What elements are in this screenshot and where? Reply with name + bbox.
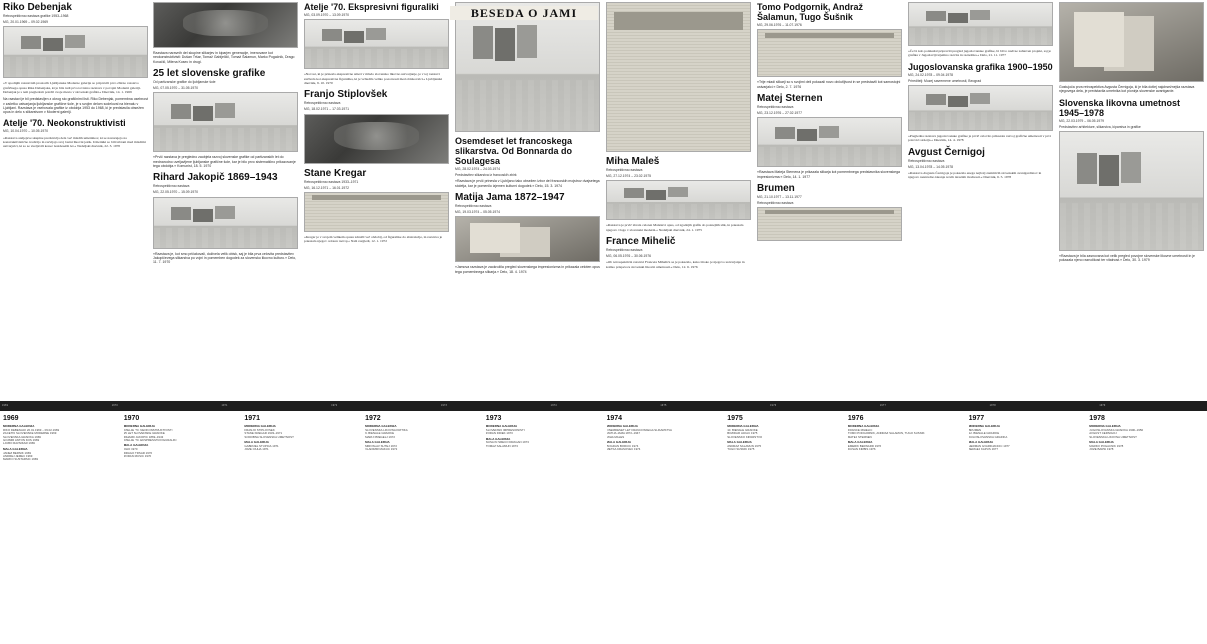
ruler-year-label: 1972 [331,404,338,407]
exhibition-meta: Predstavitev arhitekture, slikarstva, kiparstva in grafike [1059,124,1141,129]
exhibition-meta: MG, 22.05.1970 – 15.09.1970 [153,190,199,195]
timeline-exhibition: GABRIJEL STUPICA 1971 [244,444,279,448]
exhibition-meta: MG, 23.12.1976 – 27.02.1977 [757,111,803,115]
timeline-ruler [0,401,1207,411]
timeline-gallery-name: MALA GALERIJA [727,440,752,445]
exhibition-meta: Retrospektivna razstava [908,158,945,163]
timeline-exhibition: GOJMIR ANTON KOS 1969 [3,439,40,443]
exhibition-photo [304,192,449,232]
exhibition-entry [1059,2,1204,94]
exhibition-entry [153,172,298,264]
timeline-exhibition: ANDREJ JEMEC 1969 [3,455,33,459]
exhibition-meta: Retrospektivna razstava [757,201,794,205]
timeline-year-column [969,414,1084,642]
exhibition-title: Osemdeset let francoskega slikarstva. Od Bonnarda do Soulagesa [455,136,573,166]
exhibition-title: Slovenska likovna umetnost 1945–1978 [1059,97,1181,118]
exhibition-quote: »Razstava je prvič prinesla v Ljubljano tako obsežen izbor del francoskih mojstrov dvajsetega stoletja, kar je pomenilo izjemen kulturni dogodek.« Delo, 15. 3. 1974 [455,179,600,188]
exhibition-entry [304,2,449,85]
timeline-exhibition: TUGO ŠUŠNIK 1975 [727,448,755,452]
exhibition-column [757,2,902,398]
exhibition-photo [1059,131,1204,251]
exhibition-title: 25 let slovenske grafike [153,67,266,79]
exhibition-title: Brumen [757,182,795,194]
timeline-year: 1973 [485,415,502,422]
timeline-year-column [3,414,118,642]
exhibition-entry [908,2,1053,58]
exhibition-photo [3,26,148,78]
exhibition-column [153,2,298,398]
ruler-year-label: 1977 [879,404,886,407]
exhibition-quote: »Novost, ki je prinesla ekspresivne smeri v mlado slovensko likovno ustvarjanje, je v tej razstavi zaživela kot ekspresivna figuralika, ki je vzbudila veliko pozornosti med obiskovalci.« Ljubljanski dnevnik, 9. 10. 1970 [304,72,443,85]
exhibition-photo [153,197,298,249]
exhibition-entry [304,89,449,163]
exhibition-description: »Razstava je bila zasnovana kot velik pregled povojne slovenske likovne umetnosti in je pokazala njeno raznolikost ter vitalnost.« Delo, 30. 3. 1979 [1059,254,1195,263]
exhibition-meta: MG, 24.02.1978 – 09.04.1978 [908,72,954,77]
exhibition-title: Avgust Černigoj [908,146,985,158]
timeline-exhibition: ZORAN DIDEK 1973 [485,432,513,436]
timeline-gallery-name: MALA GALERIJA [244,440,269,445]
timeline-exhibition: 25 LET SLOVENSKE GRAFIKE [123,432,165,436]
exhibition-photo [908,2,1053,46]
timeline-gallery-name: MODERNA GALERIJA [123,424,156,428]
timeline-exhibition: ATELJE '70. EKSPRESIVNI FIGURALIKI [123,439,177,443]
exhibition-meta: Retrospektivna razstava [606,168,643,172]
exhibition-quote: »Jamova razstava je zaokrožila pregled slovenskega impresionizma in prikazala celoten opus tega pomembnega slikarja.« Delo, 18. 4. 1974 [455,265,600,274]
timeline-gallery-name: MALA GALERIJA [847,440,873,445]
exhibition-entry [757,93,902,179]
newspaper-masthead: BESEDA O JAMI [450,6,598,20]
timeline-exhibition: SLOVENSKA LIKOVNA KRITIKA [365,428,408,432]
timeline-exhibition: JUGOSLOVANSKA GRAFIKA 1900–1950 [1089,428,1144,432]
exhibition-timeline [0,412,1207,644]
exhibition-photo [757,207,902,241]
exhibition-meta: MG, 06.05.1976 – 30.06.1976 [606,254,652,259]
exhibition-photo [757,29,902,77]
exhibition-meta: Retrospektivna razstava 1933–1971 [304,179,359,184]
timeline-gallery-name: MALA GALERIJA [1089,440,1114,445]
exhibition-title: Riko Debenjak [3,2,72,13]
timeline-gallery-name: MALA GALERIJA [123,443,149,448]
exhibition-photo [304,19,449,69]
ruler-year-label: 1976 [770,404,777,407]
timeline-exhibition: 10. BIENALE GRAFIKE [727,428,758,432]
exhibition-title: Rihard Jakopič 1869–1943 [153,172,278,184]
timeline-exhibition: SODOBNA SLOVENSKA UMETNOST [244,435,294,439]
exhibition-meta: MG, 21.10.1977 – 13.11.1977 [757,194,802,199]
ruler-year-label: 1975 [660,404,667,407]
exhibition-entry [606,236,751,269]
exhibition-meta: MG, 16.12.1971 – 16.01.1972 [304,185,350,190]
timeline-exhibition: AVGUST ČERNIGOJ [1089,432,1117,436]
exhibition-photo [153,92,298,152]
timeline-exhibition: ATELJE '70. NEOKONSTRUKTIVISTI [123,428,173,432]
timeline-year: 1970 [123,415,140,422]
timeline-exhibition: LJUBO RAVNIKAR 1969 [3,442,35,446]
exhibition-quote: »Ob retrospektivni razstavi Franceta Miheliča se je pokazalo, kako široko je njegovo ustvarjanje in koliko prispeva k slovenski likovni umetnosti.« Delo, 12. 6. 1976 [606,260,745,269]
exhibition-meta: Retrospektivna razstava [455,204,492,208]
exhibition-photo [757,117,902,167]
exhibition-column [3,2,148,398]
timeline-exhibition: VLADIMIR MAKUC 1972 [365,448,398,452]
exhibition-quote: Razstava naravnih del skupine slikarjev in kiparjev generacije, imenovane kot neokonstruktivisti: Dušan Tršar, Tomaž Gabijelčič, Tomaž Šalamun, Marko Pogačnik, Drago Kovačič, Milena Kosec in drugi. [153,51,295,64]
exhibition-entry [153,2,298,64]
exhibition-entry [304,168,449,244]
timeline-exhibition: TOMO PODGORNIK, ANDRAŽ ŠALAMUN, TUGO ŠUŠNIK [847,432,925,436]
timeline-year: 1974 [606,415,623,422]
timeline-exhibition: SLOVENSKO KIPARSTVO [727,435,763,439]
exhibition-title: Atelje '70. Ekspresivni figuraliki [304,2,439,12]
exhibition-meta: MG, 10.04.1970 – 10.05.1970 [3,129,49,134]
exhibition-description: »Prvič razstava je pregledno zaobjela razvoj slovenske grafike od partizanskih let do mednarodno uveljavljene ljubljanske grafične šole, kar je bilo prvo sistematično prikazovanje tega obdobja.« Komunist, 18. 5. 1970 [153,155,296,168]
exhibition-photo [153,2,298,48]
ruler-year-label: 1971 [221,404,228,407]
exhibition-entry [1059,98,1204,263]
timeline-gallery-name: MODERNA GALERIJA [847,424,880,428]
ruler-year-label: 1979 [1099,404,1106,407]
exhibition-meta: MG, 07.05.1970 – 31.05.1970 [153,86,199,91]
timeline-gallery-name: MODERNA GALERIJA [365,424,397,428]
timeline-year-column [848,414,963,642]
exhibition-title: Atelje '70. Neokonstruktivisti [3,118,126,129]
timeline-exhibition: MIROSLAV ŠUTEJ 1972 [365,444,398,448]
exhibition-entry [908,147,1053,180]
timeline-exhibition: EMERIK BERNARD 1976 [847,444,882,448]
exhibition-meta: Retrospektivna razstava [757,104,794,109]
exhibition-column [455,2,600,398]
timeline-exhibition: ANDRAŽ ŠALAMUN 1975 [727,444,762,448]
exhibition-quote: »Razstava Avgusta Černigoja je pokazala enega najbolj zanimivih slovenskih avantgardistov in njegovo neutrudno iskanje novih izraznih možnosti.« Dnevnik, 6. 5. 1978 [908,171,1042,180]
timeline-exhibition: HERMAN GVARDJANČIČ 1977 [968,444,1010,448]
timeline-exhibition: JANEZ BERNIK 1969 [3,451,31,455]
timeline-gallery-name: MALA GALERIJA [606,440,632,445]
timeline-gallery-name: MODERNA GALERIJA [1089,424,1121,428]
timeline-exhibition: SLOVENSKA LIKOVNA UMETNOST [1089,435,1137,439]
timeline-year: 1977 [968,415,985,422]
timeline-exhibition: DUŠAN KIRBIŠ 1976 [847,448,876,452]
exhibition-quote: »Če bi kdo poizkušal pripraviti pregled jugoslovanske grafike, bi bil to nadvse zahteven projekt, saj je grafika v Jugoslaviji izjemno razvita in raznolika.« Delo, 21. 11. 1977 [908,49,1051,58]
exhibition-entry [455,2,600,132]
timeline-exhibition: FRANJO STIPLOVŠEK [244,428,275,432]
timeline-exhibition: RIKO DEBENJAK 20.01.1969 – 09.02.1969 [3,428,60,432]
timeline-gallery-name: MALA GALERIJA [365,440,390,445]
timeline-gallery-name: MALA GALERIJA [968,440,994,445]
timeline-year: 1975 [727,415,743,422]
exhibition-photo [455,2,600,132]
exhibition-photo [606,180,751,220]
timeline-year: 1976 [847,415,864,422]
exhibition-column [606,2,751,398]
timeline-exhibition: ZAČETKI SLOVENSKE MODERNE 1969 [3,432,57,436]
exhibition-entry [908,62,1053,143]
exhibition-entry [153,68,298,168]
exhibition-meta: Retrospektivna razstava [153,184,190,189]
timeline-exhibition: STANE KREGAR 1933–1971 [244,432,283,436]
timeline-exhibition: JUGOSLOVANSKA GRAFIKA [968,435,1008,439]
exhibition-column [1059,2,1204,398]
exhibition-meta: MG, 22.03.1979 – 06.05.1979 [1059,118,1105,123]
timeline-exhibition: SLOVENSKA GRAFIKA 1969 [3,435,41,439]
ruler-year-label: 1970 [111,404,118,407]
exhibition-title: Jugoslovanska grafika 1900–1950 [908,61,1053,72]
timeline-exhibition: MARIJ PREGELJ 1972 [365,435,395,439]
timeline-exhibition: MATIJA JAMA 1872–1947 [606,432,641,436]
exhibition-meta: MG, 28.02.1974 – 24.03.1974 [455,167,501,171]
exhibition-description: »Razstava je, kot smo pričakovali, doživela velik obisk, saj je bila prva celovita predstavitev Jakopičevega slikarstva po vojni in pomemben dogodek za slovensko likovno kulturo.« Delo, 11. 7. 1970 [153,251,297,265]
timeline-year: 1971 [244,415,260,422]
exhibition-title: Stane Kregar [304,167,367,179]
exhibition-quote: »Razstava ateljejeve skupine predstavlja dela več mladih umetnikov, ki se navezujejo na konstruktivistično tradicijo in razvijajo svoj lastni likovni jezik. Umetniki so bili izbrani med mladimi ustvarjalci, ki so se uveljavili konec šestdesetih let.« Nedeljski dnevnik, 22. 3. 1970 [3,135,146,149]
exhibition-title: Tomo Podgornik, Andraž Šalamun, Tugo Šušnik [757,2,863,22]
exhibition-meta: MG, 13.04.1978 – 14.05.1978 [908,164,954,169]
timeline-year: 1978 [1089,415,1105,422]
exhibition-entry [606,156,751,232]
timeline-gallery-name: MODERNA GALERIJA [3,424,35,428]
exhibition-quote: »V spodnjih razstavnih prostorih Ljubljanske Moderne galerije so pripravili prvo zbirno razstavo grafičnega opusa Rika Debenjaka, ki je bila tudi prva tovrstna razstava v povojni Moderni galeriji. Debenjak je s tem pregledom potrdil svoje mesto v slovenski grafiki.« Dnevnik, 14. 1. 1969 [3,81,141,94]
timeline-exhibition: BOŽIDAR JAKAC 1975 [727,432,758,436]
timeline-exhibition: MARKO POGAČNIK 1978 [1089,444,1124,448]
exhibition-meta: Prireditelj: Muzej savremene umetnosti, Beograd [908,78,982,83]
exhibition-meta: MG, 18.02.1971 – 17.03.1971 [304,107,350,112]
timeline-exhibition: SLOVENSKI IMPRESIONISTI [485,428,525,432]
timeline-exhibition: MIHA MALEŠ [606,435,625,439]
exhibition-meta: MG, 20.01.1969 – 09.02.1969 [3,20,49,25]
exhibition-entry [757,183,902,241]
timeline-exhibition: METKA KRAŠOVEC 1974 [606,448,641,452]
timeline-exhibition: 9. BIENALE GRAFIKE [365,432,395,436]
timeline-exhibition: RIHARD JAKOPIČ 1869–1943 [123,435,164,439]
timeline-exhibition: BRUMEN [968,428,982,432]
timeline-exhibition: OSEMDESET LET FRANCOSKEGA SLIKARSTVA [606,428,672,432]
exhibition-quote: Gostujoča prva retrospektiva Avgusta Černigoja, ki je bila dotlej najobsežnejša razstava njegovega dela, je predstavila umetnika kot pionirja slovenske avantgarde. [1059,85,1195,94]
exhibition-entry [3,118,148,148]
exhibition-meta: MG, 19.03.1974 – 05.05.1974 [455,210,501,215]
exhibition-entry [757,2,902,89]
timeline-gallery-name: MALA GALERIJA [3,446,28,451]
timeline-exhibition: NUŠA IN SREČO DRAGAN 1973 [485,441,529,445]
exhibition-meta: Retrospektivna razstava [606,248,643,252]
timeline-exhibition: OHO 1970 [123,448,138,452]
exhibition-column [304,2,449,398]
timeline-year-column [727,414,842,642]
timeline-exhibition: JOŽE CIUHA 1971 [244,448,269,452]
exhibition-quote: »Trije mladi slikarji so s svojimi deli pokazali novo občutljivost in se predstavili kot samostojni ustvarjalci.« Delo, 2. 7. 1976 [757,80,901,89]
exhibition-quote: »Razstava je prvič zbrala celoten Maleševi opus, od zgodnjih grafik do poznejših slik, in pokazala njegovo vlogo v slovenski moderni.« Nedeljski dnevnik, 24. 1. 1975 [606,223,744,232]
exhibition-entry [455,192,600,274]
timeline-exhibition: FRANCE MIHELIČ [847,428,873,432]
exhibition-photo [606,2,751,152]
exhibition-entry [3,2,148,114]
timeline-exhibition: TOMAŽ ŠALAMUN 1973 [485,444,518,448]
exhibition-meta: MG, 27.12.1974 – 23.02.1975 [606,174,652,179]
timeline-year-column [365,414,480,642]
exhibition-description: Na razstavi je bil predstavljen z okrog sto grafičnimi listi. Riko Debenjak, pomembna osebnost v začetku ustvarjanja ljubljanske grafične šole, je s svojim delom sodeloval na bienalu v Ljubljani. Razstava je vsebovala grafike iz obdobja 1953 do 1968, ki je predstavila obsežen opus in delo s slikarstvom v Moderni galeriji. [3,97,148,115]
exhibition-photo [908,85,1053,131]
exhibition-column [908,2,1053,398]
timeline-gallery-name: MODERNA GALERIJA [485,424,518,428]
exhibition-photo [304,114,449,164]
exhibition-title: Miha Maleš [606,156,660,167]
timeline-gallery-name: MODERNA GALERIJA [968,424,1000,428]
timeline-exhibition: SERGEJ KAPUS 1977 [968,448,998,452]
exhibition-title: Matej Sternen [757,92,823,104]
exhibition-title: France Mihelič [606,236,676,247]
timeline-year-column [124,414,239,642]
timeline-year-column [607,414,722,642]
timeline-gallery-name: MODERNA GALERIJA [244,424,276,428]
exhibition-meta: MG, 29.06.1976 – 11.07.1976 [757,23,802,27]
timeline-year: 1972 [365,415,381,422]
exhibition-meta: Od partizanske grafike do ljubljanske šole [153,79,216,84]
exhibition-photo [455,216,600,262]
exhibition-description: »Razstava Mateja Sternena je prikazala slikarja kot pomembnega predstavnika slovenskega impresionizma.« Delo, 14. 1. 1977 [757,170,900,179]
timeline-exhibition: MARKO ŠUŠTARŠIČ 1969 [3,458,38,462]
exhibition-quote: »Pregledna razstava jugoslovanske grafike je prvič celovito prikazala razvoj grafične umetnosti v prvi polovici stoletja.« Dnevnik, 14. 4. 1978 [908,134,1051,143]
timeline-exhibition: ZORAN MUŠIČ 1970 [123,455,152,459]
timeline-exhibition: BOGDAN BORČIĆ 1974 [606,444,639,448]
timeline-exhibition: DRAGO TRŠAR 1970 [123,451,153,455]
timeline-gallery-name: MODERNA GALERIJA [727,424,759,428]
timeline-exhibition: 12. BIENALE GRAFIKE [968,432,1000,436]
exhibition-meta: MG, 03.09.1970 – 13.09.1970 [304,13,350,17]
timeline-exhibition: JOŽE BARSI 1978 [1089,448,1114,452]
exhibition-meta: Retrospektivna razstava [304,101,341,106]
timeline-gallery-name: MODERNA GALERIJA [606,424,638,428]
exhibition-title: Franjo Stiplovšek [304,89,388,101]
ruler-year-label: 1978 [989,404,996,407]
timeline-year: 1969 [3,415,19,422]
timeline-year-column [244,414,359,642]
exhibition-entry [455,136,600,188]
timeline-gallery-name: MALA GALERIJA [485,436,511,441]
timeline-year-column [1089,414,1204,642]
exhibition-meta: Retrospektivna razstava grafike 1953–1968 [3,14,69,18]
ruler-year-label: 1974 [550,404,557,407]
ruler-year-label: 1969 [2,404,9,407]
exhibition-entry [606,2,751,152]
timeline-year-column [486,414,601,642]
timeline-exhibition: MATEJ STERNEN [847,435,872,439]
exhibition-meta: Predstavitev slikarstva iz francoskih zbirk [455,173,517,178]
exhibition-title: Matija Jama 1872–1947 [455,192,565,203]
exhibition-photo [1059,2,1204,82]
exhibition-quote: »Kregar je v svojem velikem opusu združil več obdobij, od figuralike do abstrakcije, in razstava je pokazala njegov celoten razvoj.« Naši razgledi, 12. 1. 1972 [304,234,443,244]
ruler-year-label: 1973 [440,404,448,407]
